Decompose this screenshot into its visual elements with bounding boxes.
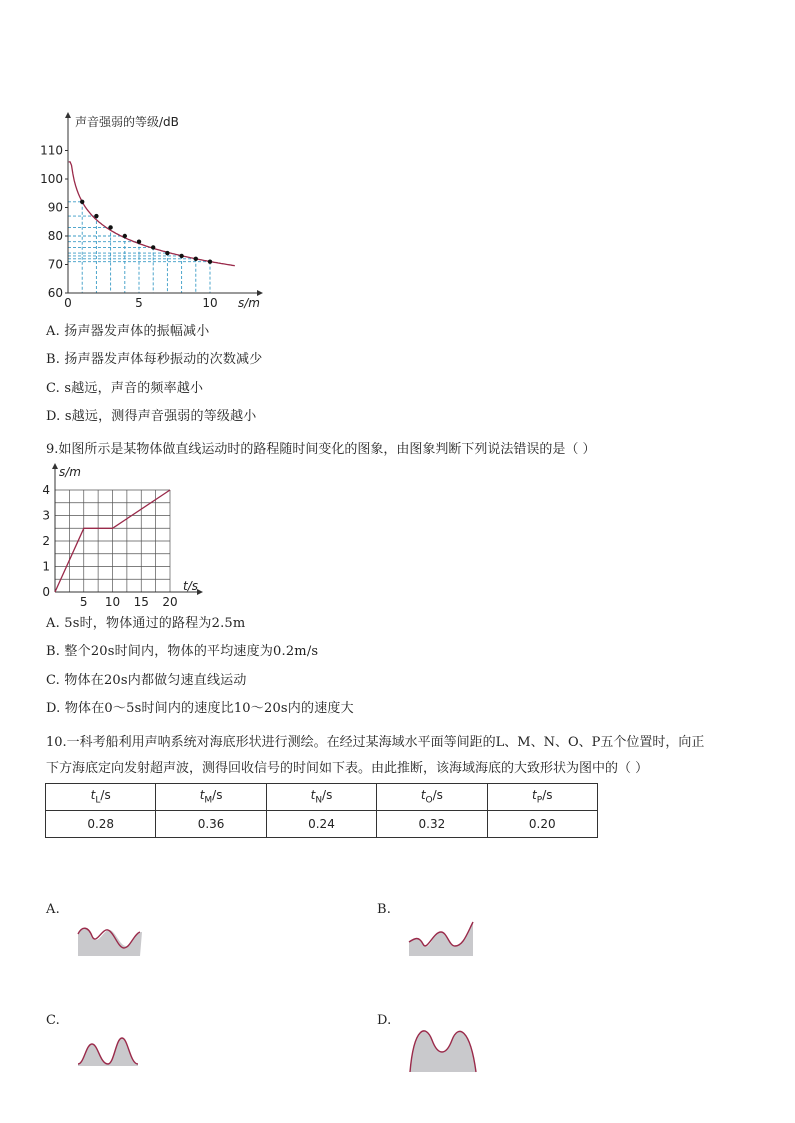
header-symbol: t [532,788,537,803]
header-symbol: t [199,788,205,803]
q10-diagram-c [62,968,212,1074]
q9-x-tick-label: 10 [104,595,121,609]
q9-chart [40,462,210,610]
q10-table-value-row [46,811,598,838]
header-symbol: t [420,788,426,803]
q10-option-b-label: B. [377,902,392,917]
q9-x-tick-label: 5 [79,595,88,609]
q8-option-a: A. 扬声器发声体的振幅减小 [46,324,210,339]
q10-option-d-label: D. [377,1013,392,1028]
q9-stem: 9.如图所示是某物体做直线运动时的路程随时间变化的图象，由图象判断下列说法错误的是（ ） [46,442,596,457]
q9-x-tick-label: 20 [162,595,178,609]
q9-y-tick-label: 2 [42,534,50,548]
header-unit: /s [212,788,223,803]
q9-y-tick-label: 4 [42,483,50,497]
q9-x-tick-label: 15 [133,595,149,609]
q8-curve [69,162,235,266]
q10-table-value-cell: 0.32 [377,811,487,838]
q10-table-value-cell: 0.28 [46,811,156,838]
q9-y-tick-label: 0 [42,585,50,599]
q10-table [45,783,598,838]
q8-y-tick-label: 110 [40,143,63,158]
q10-table-header-cell [487,784,597,811]
q9-option-d: D. 物体在0～5s时间内的速度比10～20s内的速度大 [46,701,354,716]
q10-table-header-cell [156,784,266,811]
header-unit: /s [100,788,111,803]
header-subscript: N [315,795,323,806]
q8-data-point [179,254,183,258]
q9-option-b: B. 整个20s时间内，物体的平均速度为0.2m/s [46,644,319,659]
q10-table-header-cell [266,784,376,811]
q9-option-a: A. 5s时，物体通过的路程为2.5m [46,616,246,631]
q10-stem-line1: 10.一科考船利用声呐系统对海底形状进行测绘。在经过某海域水平面等间距的L、M、N、O、P五个位置时，向正 [46,735,705,750]
q8-data-point [123,234,127,238]
q8-option-d: D. s越远，测得声音强弱的等级越小 [46,409,257,424]
q8-x-tick-label: 10 [202,296,218,310]
header-unit: /s [322,788,333,803]
q10-diagram-b [393,856,543,962]
q8-data-point [194,257,198,261]
q8-y-tick-label: 100 [40,172,63,186]
q10-option-c-label: C. [46,1013,61,1028]
q10-option-a-label: A. [46,902,60,917]
q10-table-value-cell: 0.24 [266,811,376,838]
q10-diagram-a [62,856,212,962]
q8-data-point [94,214,98,218]
q8-option-c: C. s越远，声音的频率越小 [46,381,204,396]
q8-ylabel: 声音强弱的等级/dB [75,115,179,129]
header-subscript: L [95,795,101,806]
q9-xlabel: t/s [183,579,198,593]
q10-table-value-cell: 0.20 [487,811,597,838]
seabed-profile [78,928,142,956]
q10-stem-line2: 下方海底定向发射超声波，测得回收信号的时间如下表。由此推断，该海域海底的大致形状为图中的（ ） [46,761,649,776]
q8-option-b: B. 扬声器发声体每秒振动的次数减少 [46,352,263,367]
q8-data-point [108,225,112,229]
header-subscript: O [425,795,433,806]
q8-data-point [208,259,212,263]
q10-diagram-d [392,966,552,1078]
q8-data-point [165,251,169,255]
q9-y-tick-label: 1 [42,559,50,574]
q9-y-tick-label: 3 [42,508,50,523]
q8-data-point [80,200,84,204]
q8-data-point [151,245,155,249]
q8-y-tick-label: 70 [47,257,63,272]
header-unit: /s [542,788,553,803]
q10-table-value-cell: 0.36 [156,811,266,838]
q8-y-tick-label: 80 [47,229,63,243]
q8-y-tick-label: 60 [47,286,63,300]
header-subscript: M [204,795,213,806]
q10-table-header-row [46,784,598,811]
q8-x-tick-label: 0 [64,296,72,310]
header-subscript: P [536,795,543,806]
q8-y-tick-label: 90 [47,200,63,215]
q9-option-c: C. 物体在20s内都做匀速直线运动 [46,673,247,688]
q8-xlabel: s/m [238,296,260,310]
header-symbol: t [310,788,316,803]
q9-ylabel: s/m [59,465,81,479]
q10-table-header-cell [46,784,156,811]
q8-x-tick-label: 5 [135,296,143,310]
header-unit: /s [432,788,443,803]
header-symbol: t [90,788,96,803]
q8-data-point [137,240,141,244]
q10-table-header-cell [377,784,487,811]
q8-chart [40,110,270,310]
